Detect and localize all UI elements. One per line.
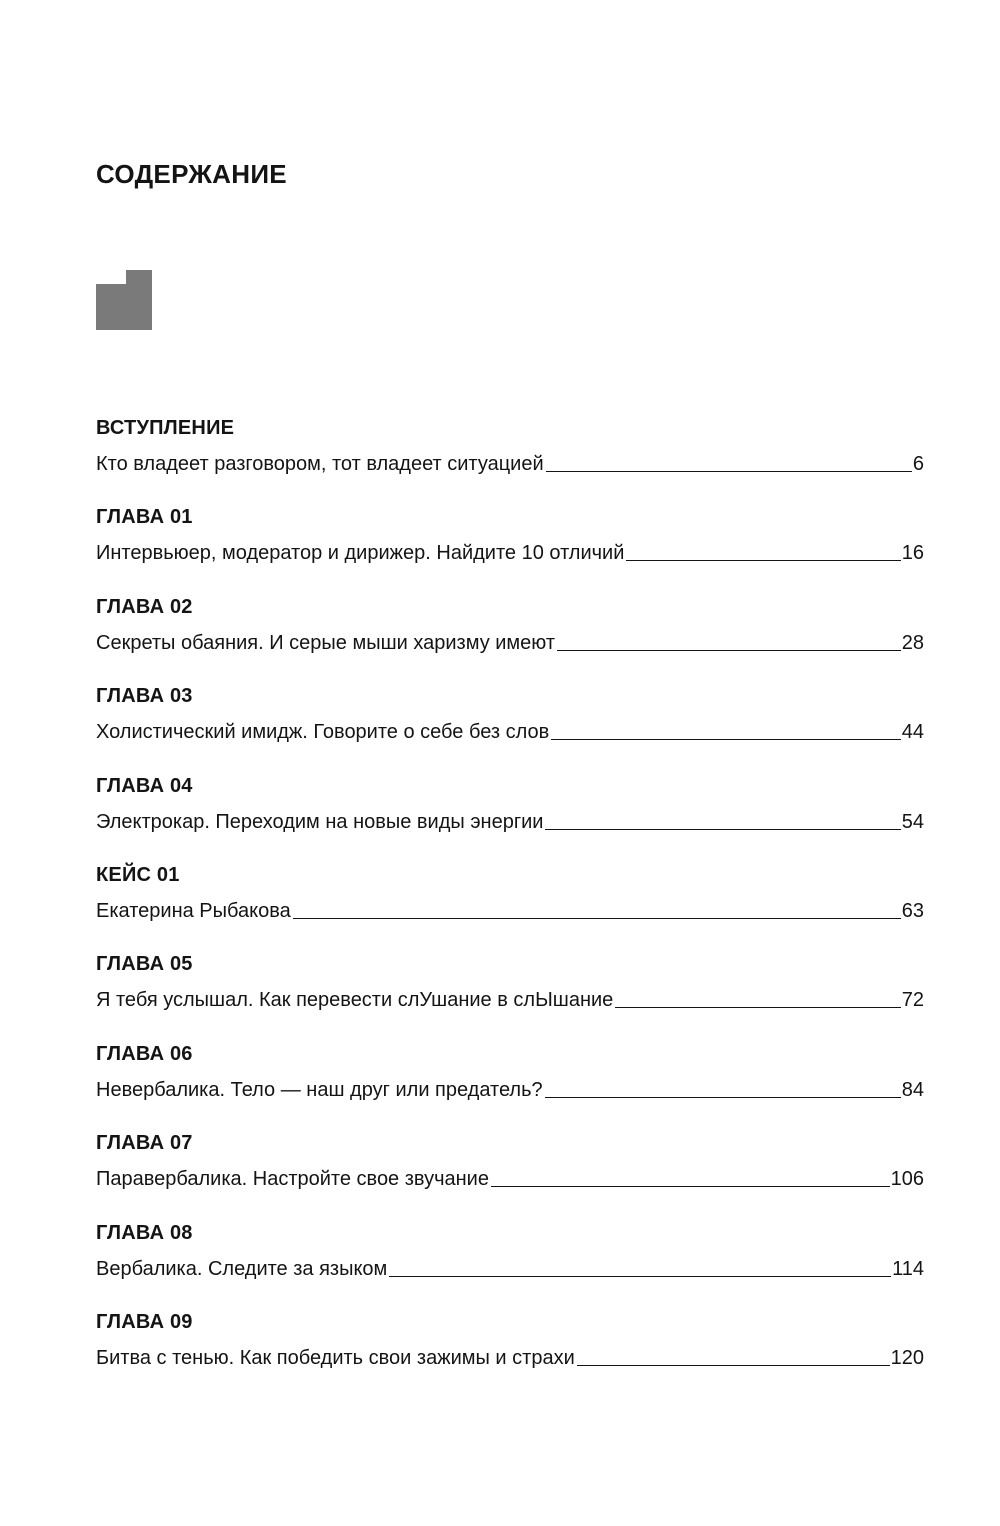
toc-entry[interactable]: [96, 593, 924, 682]
entry-title: Невербалика. Тело — наш друг или предатель?: [96, 1078, 543, 1101]
toc-entry[interactable]: [96, 1129, 924, 1218]
entry-line: [96, 535, 924, 567]
entry-title: Битва с тенью. Как победить свои зажимы и страхи: [96, 1346, 575, 1369]
toc-entry[interactable]: [96, 414, 924, 503]
entry-line: [96, 1251, 924, 1283]
entry-title: Холистический имидж. Говорите о себе без слов: [96, 721, 550, 744]
leader-line: [557, 650, 901, 651]
leader-line: [551, 739, 901, 740]
leader-line: [615, 1007, 900, 1008]
toc-entry[interactable]: [96, 1219, 924, 1308]
entry-line: [96, 625, 924, 657]
entry-page-number: 106: [890, 1168, 924, 1191]
entry-label: ГЛАВА 05: [96, 953, 193, 976]
entry-page-number: 114: [892, 1257, 924, 1280]
entry-title: Электрокар. Переходим на новые виды энергии: [96, 810, 544, 833]
entry-label: ГЛАВА 04: [96, 774, 193, 797]
page-title: СОДЕРЖАНИЕ: [96, 159, 287, 189]
toc-list: [96, 414, 924, 1397]
toc-entry[interactable]: [96, 950, 924, 1039]
entry-page-number: 63: [901, 899, 924, 922]
entry-line: [96, 982, 924, 1014]
leader-line: [491, 1186, 890, 1187]
entry-title: Екатерина Рыбакова: [96, 899, 291, 922]
entry-line: [96, 714, 924, 746]
entry-label: ГЛАВА 06: [96, 1042, 193, 1065]
leader-line: [293, 918, 901, 919]
entry-page-number: 6: [912, 453, 924, 475]
entry-title: Кто владеет разговором, тот владеет ситуацией: [96, 453, 544, 475]
leader-line: [626, 560, 900, 561]
leader-line: [545, 1097, 901, 1098]
entry-title: Секреты обаяния. И серые мыши харизму имеют: [96, 631, 556, 654]
entry-label: ГЛАВА 07: [96, 1132, 193, 1155]
entry-line: [96, 1072, 924, 1104]
entry-page-number: 120: [890, 1346, 924, 1369]
entry-line: [96, 1161, 924, 1193]
toc-entry[interactable]: [96, 1308, 924, 1397]
leader-line: [545, 829, 900, 830]
entry-page-number: 16: [901, 542, 924, 565]
entry-label: ГЛАВА 03: [96, 685, 193, 708]
entry-title: Вербалика. Следите за языком: [96, 1257, 388, 1280]
leader-line: [389, 1276, 891, 1277]
entry-label: ГЛАВА 01: [96, 506, 193, 529]
leader-line: [577, 1365, 890, 1366]
leader-line: [546, 471, 912, 472]
entry-label: ГЛАВА 02: [96, 595, 193, 618]
entry-label: КЕЙС 01: [96, 863, 180, 886]
entry-line: [96, 893, 924, 925]
entry-line: [96, 446, 924, 478]
entry-label: ГЛАВА 09: [96, 1310, 193, 1333]
toc-entry[interactable]: [96, 861, 924, 950]
entry-page-number: 84: [901, 1078, 924, 1101]
entry-line: [96, 1340, 924, 1372]
stepped-square-icon: [96, 270, 152, 330]
entry-label: ГЛАВА 08: [96, 1221, 193, 1244]
entry-page-number: 44: [901, 721, 924, 744]
entry-title: Я тебя услышал. Как перевести слУшание в слЫшание: [96, 989, 614, 1012]
toc-entry[interactable]: [96, 682, 924, 771]
entry-page-number: 72: [901, 989, 924, 1012]
entry-title: Интервьюер, модератор и дирижер. Найдите 10 отличий: [96, 542, 625, 565]
entry-title: Паравербалика. Настройте свое звучание: [96, 1168, 489, 1191]
entry-line: [96, 804, 924, 836]
toc-entry[interactable]: [96, 772, 924, 861]
entry-page-number: 54: [901, 810, 924, 833]
entry-label: ВСТУПЛЕНИЕ: [96, 417, 235, 439]
entry-page-number: 28: [901, 631, 924, 654]
toc-entry[interactable]: [96, 503, 924, 592]
toc-entry[interactable]: [96, 1040, 924, 1129]
